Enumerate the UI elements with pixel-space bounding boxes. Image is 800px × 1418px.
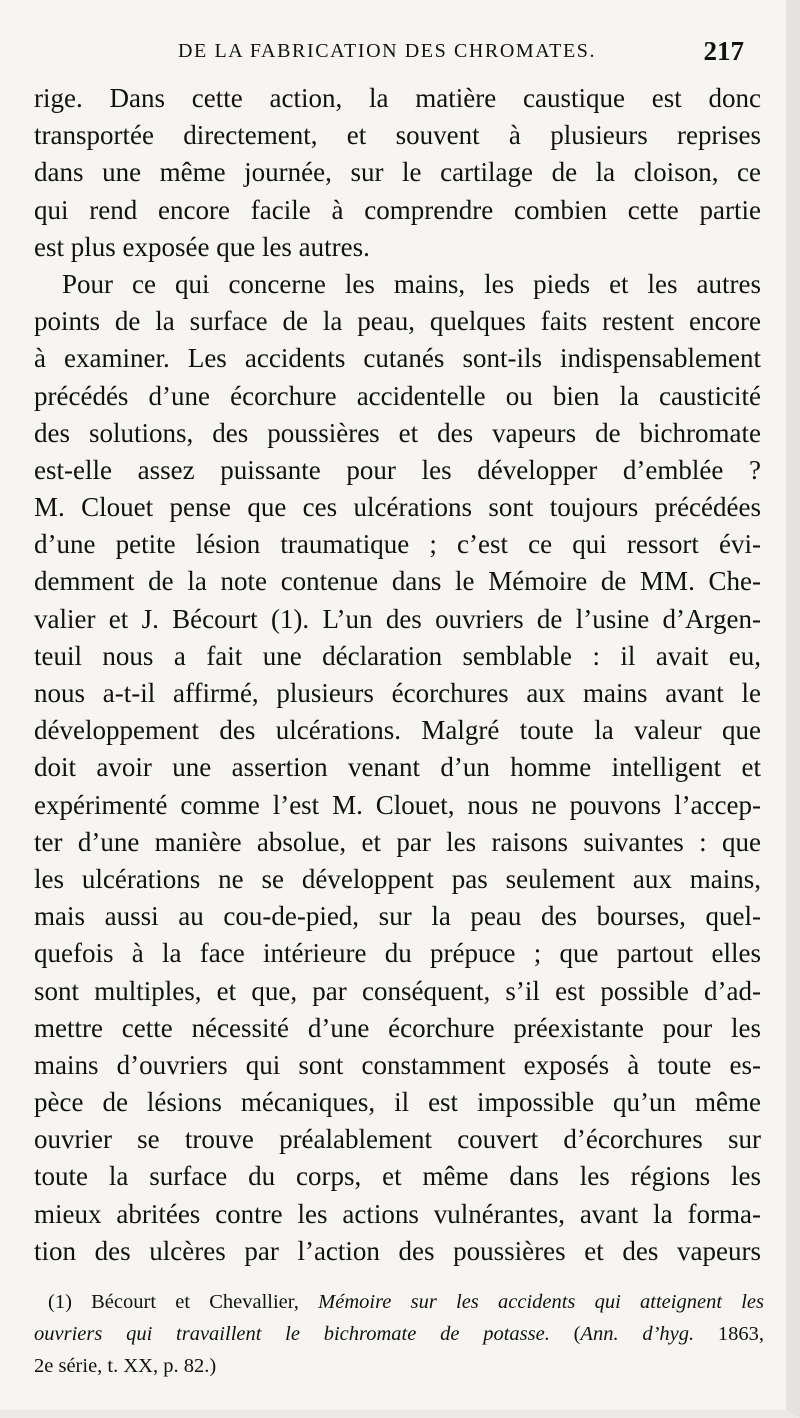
footnote-title-part: Mémoire sur les accidents qui atteignent les: [318, 1291, 764, 1313]
text-line: mains d’ouvriers qui sont constamment exposés à toute es-: [34, 1049, 761, 1080]
text-line: mieux abritées contre les actions vulnérantes, avant la forma-: [34, 1198, 761, 1229]
text-line: précédés d’une écorchure accidentelle ou bien la causticité: [34, 380, 761, 411]
text-line: teuil nous a fait une déclaration semblable : il avait eu,: [34, 640, 761, 671]
text-line: sont multiples, et que, par conséquent, s’il est possible d’ad-: [34, 975, 761, 1006]
footnote-year: 1863,: [717, 1323, 765, 1345]
text-line: mettre cette nécessité d’une écorchure préexistante pour les: [34, 1012, 761, 1043]
text-line: mais aussi au cou-de-pied, sur la peau des bourses, quel-: [34, 901, 761, 932]
text-line: quefois à la face intérieure du prépuce ; que partout elles: [34, 938, 761, 969]
running-title: DE LA FABRICATION DES CHROMATES.: [178, 40, 597, 62]
text-line: ter d’une manière absolue, et par les raisons suivantes : que: [34, 826, 761, 857]
text-line: valier et J. Bécourt (1). L’un des ouvriers de l’usine d’Argen-: [34, 603, 761, 634]
text-line: toute la surface du corps, et même dans les régions les: [34, 1161, 761, 1192]
footnote-journal: Ann. d’hyg.: [580, 1323, 695, 1345]
text-line: d’une petite lésion traumatique ; c’est ce qui ressort évi-: [34, 529, 761, 560]
text-line: à examiner. Les accidents cutanés sont-ils indispensablement: [34, 343, 761, 374]
text-line: les ulcérations ne se développent pas seulement aux mains,: [34, 863, 761, 894]
footnote-paren: (: [573, 1323, 581, 1345]
page-number: 217: [703, 36, 744, 66]
text-line: tion des ulcères par l’action des poussières et des vapeurs: [34, 1235, 761, 1266]
footnote-title-part: ouvriers qui travaillent le bichromate de potasse.: [34, 1323, 550, 1345]
footnote-line: [34, 1286, 764, 1318]
text-line: qui rend encore facile à comprendre combien cette partie: [34, 194, 761, 225]
body-text: [34, 80, 761, 1270]
text-line: est-elle assez puissante pour les développer d’emblée ?: [34, 454, 761, 485]
footnote-marker-author: (1) Bécourt et Chevallier,: [48, 1291, 299, 1313]
text-line: dans une même journée, sur le cartilage de la cloison, ce: [34, 157, 761, 188]
text-line: expérimenté comme l’est M. Clouet, nous ne pouvons l’accep-: [34, 789, 761, 820]
text-line: développement des ulcérations. Malgré toute la valeur que: [34, 715, 761, 746]
text-line: pèce de lésions mécaniques, il est impossible qu’un même: [34, 1087, 761, 1118]
text-line: demment de la note contenue dans le Mémoire de MM. Che-: [34, 566, 761, 597]
text-line: points de la surface de la peau, quelques faits restent encore: [34, 306, 761, 337]
text-line: doit avoir une assertion venant d’un homme intelligent et: [34, 752, 761, 783]
footnote-line: [34, 1318, 764, 1350]
footnote: [34, 1286, 764, 1382]
text-line: des solutions, des poussières et des vapeurs de bichromate: [34, 417, 761, 448]
text-line: nous a-t-il affirmé, plusieurs écorchures aux mains avant le: [34, 678, 761, 708]
paragraph-first-line: Pour ce qui concerne les mains, les pieds et les autres: [62, 268, 761, 299]
footnote-line: 2e série, t. XX, p. 82.): [34, 1355, 217, 1377]
text-line: ouvrier se trouve préalablement couvert d’écorchures sur: [34, 1124, 761, 1155]
text-line: M. Clouet pense que ces ulcérations sont toujours précédées: [34, 492, 761, 523]
page-header: [36, 36, 750, 76]
text-line: est plus exposée que les autres.: [34, 231, 370, 262]
text-line: rige. Dans cette action, la matière caustique est donc: [34, 83, 761, 113]
text-line: transportée directement, et souvent à plusieurs reprises: [34, 120, 761, 151]
